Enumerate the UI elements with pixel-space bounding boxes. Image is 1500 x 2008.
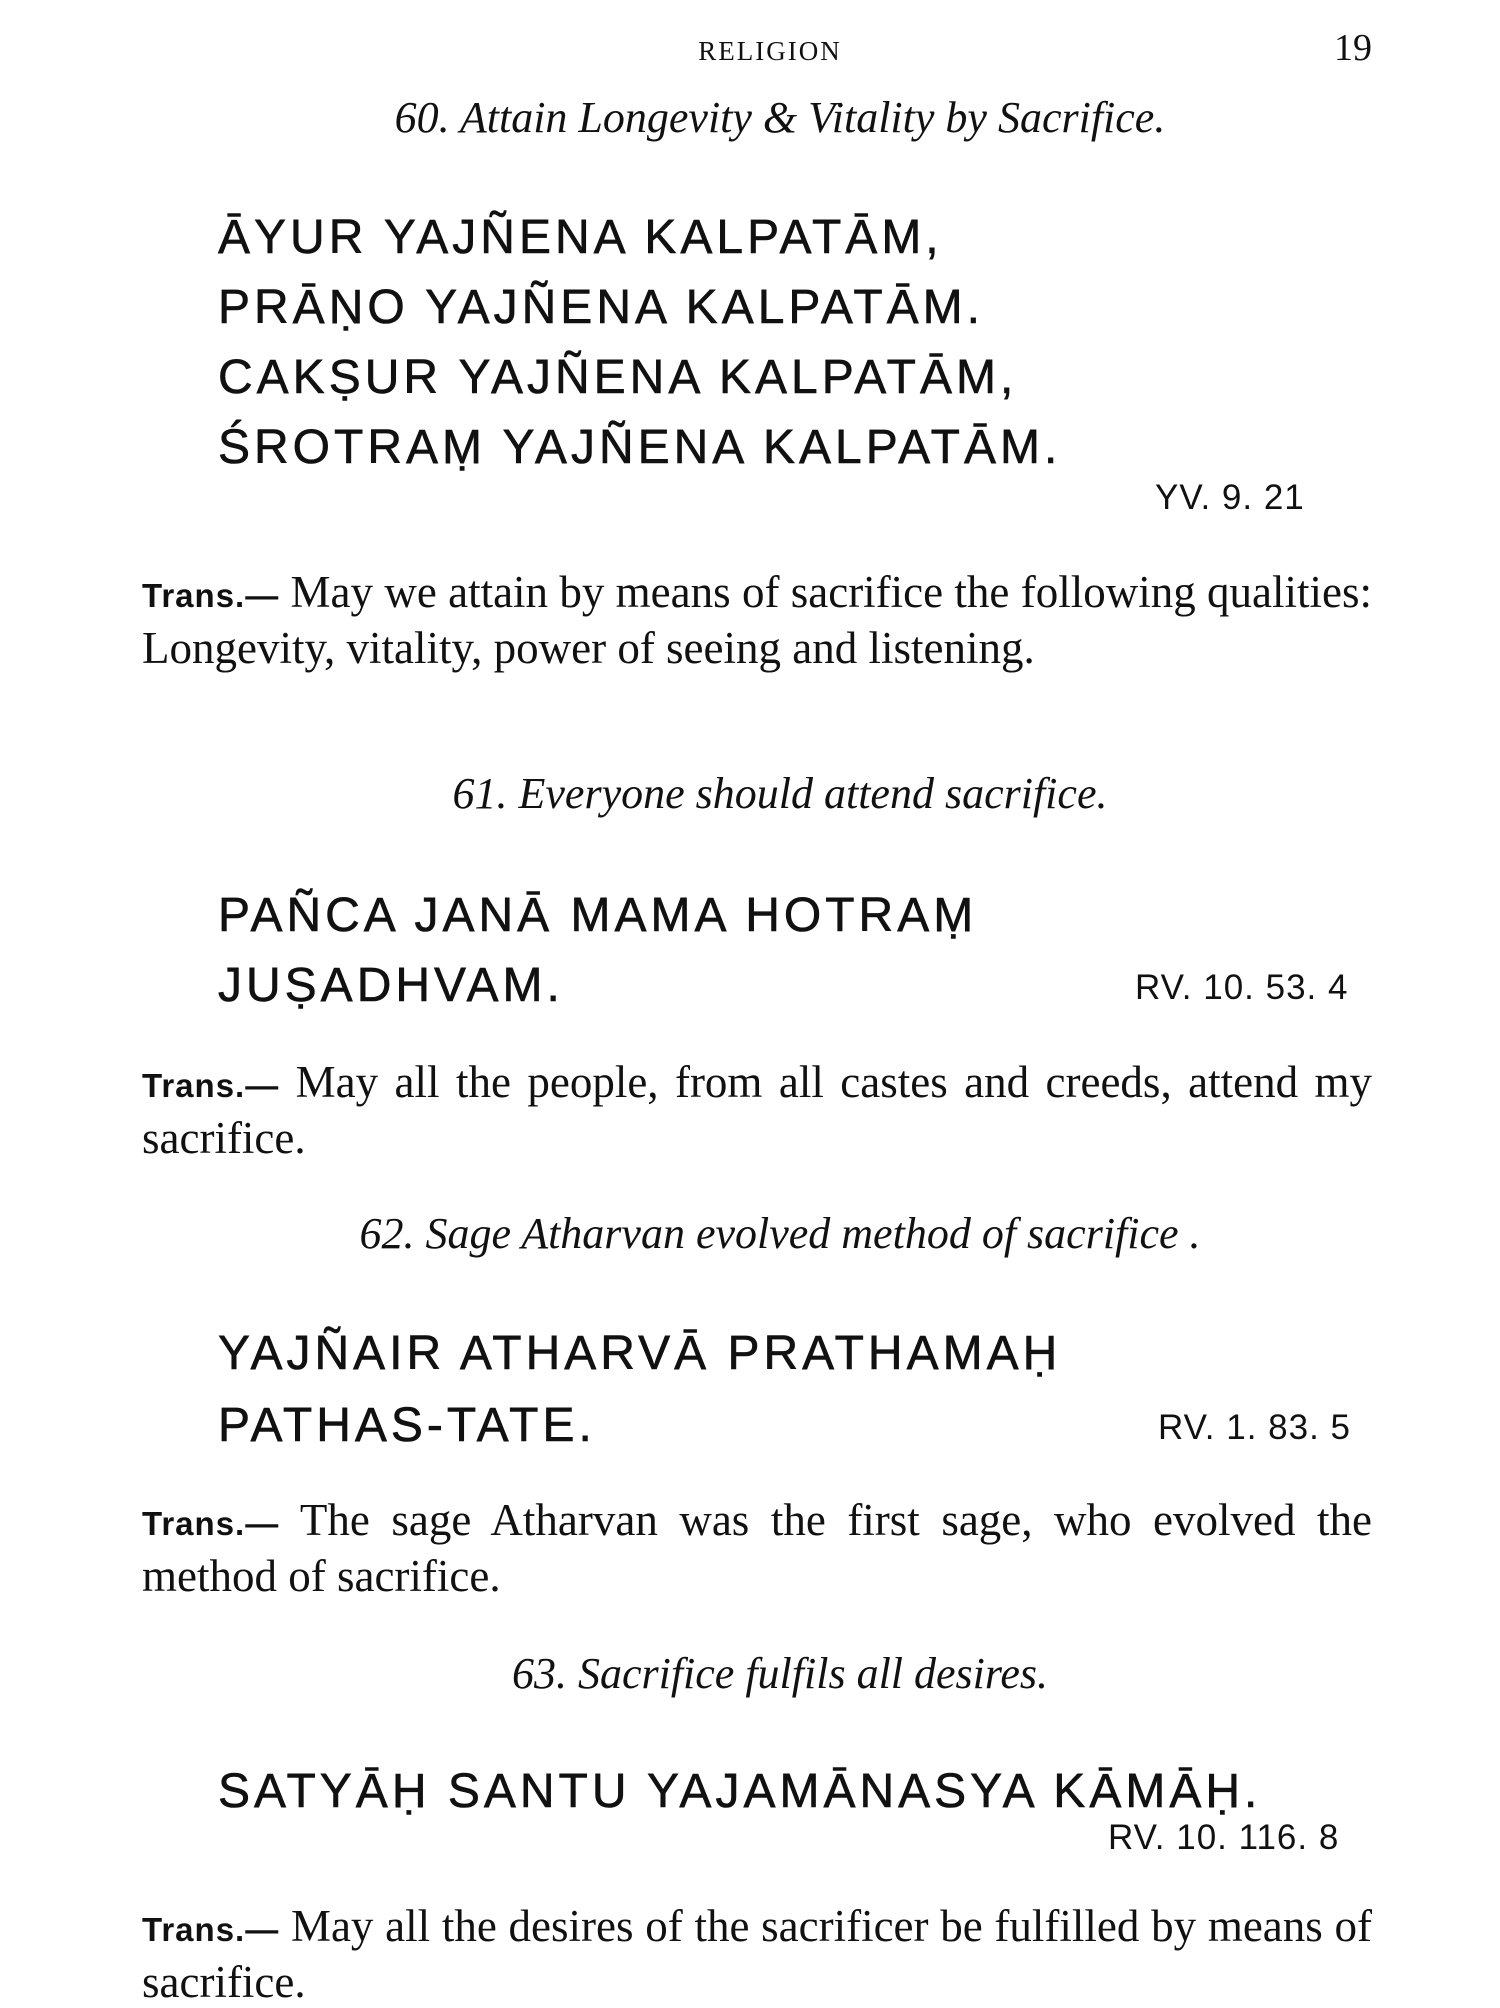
- translation-paragraph: [142, 1900, 1372, 2008]
- verse-line: PRĀṆO YAJÑENA KALPATĀM.: [218, 281, 984, 334]
- translation-paragraph: [142, 1494, 1372, 1602]
- verse-line: ĀYUR YAJÑENA KALPATĀM,: [218, 211, 943, 264]
- verse-line: PAÑCA JANĀ MAMA HOTRAṂ: [218, 889, 978, 942]
- section-heading: 63. Sacrifice fulfils all desires.: [511, 1649, 1049, 1698]
- verse-reference: RV. 1. 83. 5: [1158, 1408, 1351, 1447]
- verse-line: CAKṢUR YAJÑENA KALPATĀM,: [218, 351, 1018, 404]
- page-number: 19: [1334, 27, 1372, 69]
- translation-text: The sage Atharvan was the first sage, who evolved the method of sacrifice.: [142, 1495, 1372, 1601]
- trans-label: Trans.—: [142, 577, 280, 614]
- translation-paragraph: [142, 1056, 1372, 1164]
- trans-label: Trans.—: [142, 1911, 280, 1948]
- verse-line: YAJÑAIR ATHARVĀ PRATHAMAḤ: [218, 1327, 1062, 1380]
- translation-text: May all the desires of the sacrificer be fulfilled by means of sacrifice.: [142, 1901, 1372, 2007]
- verse-line: SATYĀḤ SANTU YAJAMĀNASYA KĀMĀḤ.: [218, 1765, 1262, 1818]
- trans-label: Trans.—: [142, 1067, 280, 1104]
- verse-line: PATHAS-TATE.: [218, 1399, 596, 1452]
- section-heading: 61. Everyone should attend sacrifice.: [452, 769, 1108, 818]
- verse-reference: RV. 10. 53. 4: [1135, 968, 1349, 1007]
- running-head: RELIGION: [698, 36, 842, 66]
- verse-reference: RV. 10. 116. 8: [1108, 1818, 1340, 1857]
- section-heading: 62. Sage Atharvan evolved method of sacrifice .: [359, 1209, 1201, 1258]
- trans-label: Trans.—: [142, 1505, 280, 1542]
- translation-text: May we attain by means of sacrifice the following qualities: Longevity, vitality, power of seeing and listening.: [142, 567, 1372, 673]
- verse-reference: YV. 9. 21: [1155, 478, 1305, 517]
- verse-line: JUṢADHVAM.: [218, 959, 564, 1012]
- verse-line: ŚROTRAṂ YAJÑENA KALPATĀM.: [218, 421, 1062, 474]
- section-heading: 60. Attain Longevity & Vitality by Sacrifice.: [394, 93, 1166, 142]
- translation-text: May all the people, from all castes and creeds, attend my sacrifice.: [142, 1057, 1372, 1163]
- translation-paragraph: [142, 566, 1372, 674]
